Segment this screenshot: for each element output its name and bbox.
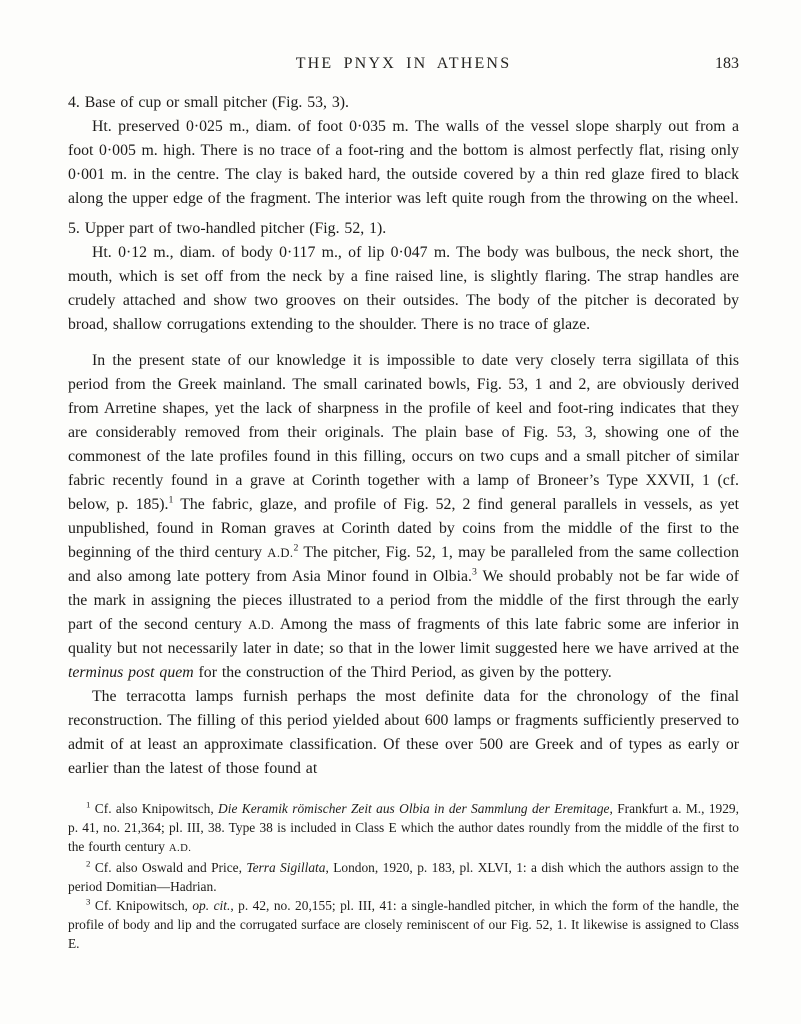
footnote-2-marker: 2 [86,858,91,869]
footnote-3-marker: 3 [86,896,91,907]
catalog-item-5-description: Ht. 0·12 m., diam. of body 0·117 m., of lip 0·047 m. The body was bulbous, the neck short, the mouth, which is set off from the neck by a fine raised line, is slightly flaring. The strap handles are crudely attached and show two grooves on their outsides. The body of the pitcher is decorated by broad, shallow corrugations extending to the shoulder. There is no trace of glaze. [68,244,739,333]
footnote-ref-2: 2 [293,542,299,554]
discussion-text: for the construction of the Third Period, as given by the pottery. [193,664,612,681]
footnote-3 [68,896,739,953]
running-title: THE PNYX IN ATHENS [295,55,512,72]
footnote-2-text: Cf. also Oswald and Price, [90,860,247,875]
discussion-text: The pitcher, Fig. 52, 1, may be paralleled from the same collection and also among late pottery from Asia Minor found in Olbia. [68,544,739,585]
page-body [68,91,739,781]
footnote-2 [68,858,739,896]
discussion-text: The fabric, glaze, and profile of Fig. 52, 2 find general parallels in vessels, as yet unpublished, found in Roman graves at Corinth dated by coins from the middle of the first to the beginning of the third century [68,496,739,561]
catalog-item-5-heading: 5. Upper part of two-handled pitcher (Fig. 52, 1). [68,220,387,237]
discussion-text: We should probably not be far wide of the mark in assigning the pieces illustrated to a period from the middle of the first through the early part of the second century [68,568,739,633]
footnote-ref-1: 1 [168,494,174,506]
era-abbreviation: A.D. [168,842,192,854]
era-abbreviation: A.D. [248,618,275,632]
footnote-1-marker: 1 [86,799,91,810]
footnote-2-text: , London, 1920, p. 183, pl. XLVI, 1: a dish which the authors assign to the period Domitian—Hadrian. [68,860,740,894]
footnote-2-book-title: Terra Sigillata [246,860,326,875]
catalog-item-4-heading: 4. Base of cup or small pitcher (Fig. 53, 3). [68,94,349,111]
footnote-3-text: Cf. Knipowitsch, [90,898,193,913]
era-abbreviation: A.D. [267,546,294,560]
page-header [68,55,739,77]
discussion-text: Among the mass of fragments of this late fabric some are inferior in quality but not necessarily later in date; so that in the lower limit suggested here we have arrived at the [68,616,739,657]
footnote-1-text: , Frankfurt a. M., 1929, p. 41, no. 21,364; pl. III, 38. Type 38 is included in Class E which the author dates roundly from the middle of the first to the fourth century [68,801,739,854]
catalog-item-4-description: Ht. preserved 0·025 m., diam. of foot 0·035 m. The walls of the vessel slope sharply out from a foot 0·005 m. high. There is no trace of a foot-ring and the bottom is almost perfectly flat, rising only 0·001 m. in the centre. The clay is baked hard, the outside covered by a thin red glaze fired to black along the upper edge of the fragment. The interior was left quite rough from the throwing on the wheel. [68,118,739,207]
footnote-1-book-title: Die Keramik römischer Zeit aus Olbia in der Sammlung der Eremitage [218,801,610,816]
discussion-paragraph [68,349,739,685]
latin-phrase: terminus post quem [68,664,194,681]
lamps-paragraph: The terracotta lamps furnish perhaps the most definite data for the chronology of the final reconstruction. The filling of this period yielded about 600 lamps or fragments sufficiently preserved to admit of at least an approximate classification. Of these over 500 are Greek and of types as early or earlier than the latest of those found at [68,688,739,777]
footnote-3-text: , p. 42, no. 20,155; pl. III, 41: a single-handled pitcher, in which the form of the handle, the profile of body and lip and the corrugated surface are closely reminiscent of our Fig. 52, 1. It likewise is assigned to Class E. [68,898,739,951]
discussion-text: In the present state of our knowledge it is impossible to date very closely terra sigillata of this period from the Greek mainland. The small carinated bowls, Fig. 53, 1 and 2, are obviously derived from Arretine shapes, yet the lack of sharpness in the profile of keel and foot-ring indicates that they are considerably removed from their originals. The plain base of Fig. 53, 3, showing one of the commonest of the late profiles found in this filling, occurs on two cups and a small pitcher of similar fabric recently found in a grave at Corinth together with a lamp of Broneer’s Type XXVII, 1 (cf. below, p. 185). [68,352,739,513]
page-number: 183 [715,55,739,72]
footnote-3-op-cit: op. cit. [192,898,231,913]
footnotes-section [68,799,739,953]
footnote-1 [68,799,739,858]
footnote-1-text: Cf. also Knipowitsch, [90,801,219,816]
footnote-ref-3: 3 [471,566,477,578]
